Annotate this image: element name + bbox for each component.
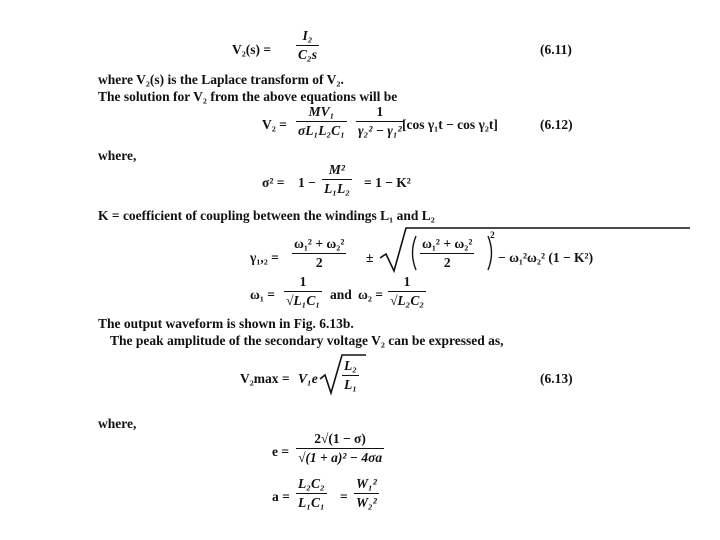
eq-sigma-numerator: M² (328, 162, 345, 177)
eq-6-13-numerator: L₂ (344, 358, 357, 373)
eq-a-f2-numerator: W₁² (356, 476, 377, 491)
eq-omega1-denominator: √L₁C₁ (286, 293, 321, 308)
eq-omega2-fraction (388, 274, 426, 309)
eq-gamma-tail: − ω₁²ω₂² (1 − K²) (498, 250, 594, 265)
eq-sigma-post: = 1 − K² (364, 175, 411, 190)
text-output-waveform: The output waveform is shown in Fig. 6.13b. (98, 316, 354, 331)
eq-6-12-f2-denominator: γ₂² − γ₁² (358, 123, 402, 138)
eq-gamma-plus-minus: ± (366, 250, 374, 265)
eq-e-fraction (296, 431, 384, 466)
eq-6-11-lhs: V₂(s) = (232, 42, 272, 57)
eq-gamma-inner-numerator: ω₁² + ω₂² (422, 236, 473, 251)
eq-6-13-lhs: V₂max = (240, 371, 290, 386)
eq-number-6-12: (6.12) (540, 117, 573, 132)
eq-sigma-denominator: L₁L₂ (324, 181, 350, 196)
eq-gamma-fraction (292, 236, 346, 271)
eq-omega1-numerator: 1 (299, 274, 307, 289)
eq-omega1-fraction (284, 274, 322, 309)
eq-6-11-denominator: C₂s (298, 47, 317, 62)
eq-6-12-cosine-term: [cos γ₁t − cos γ₂t] (402, 117, 498, 132)
text-laplace-note: where V₂(s) is the Laplace transform of V₂. (98, 72, 344, 87)
eq-a-f1-denominator: L₁C₁ (298, 495, 325, 510)
eq-a-fraction-1 (296, 476, 327, 511)
eq-gamma-numerator: ω₁² + ω₂² (294, 236, 345, 251)
eq-e-denominator: √(1 + a)² − 4σa (298, 450, 383, 465)
eq-gamma-inner-fraction (420, 236, 474, 271)
eq-a-f1-numerator: L₂C₂ (298, 476, 325, 491)
eq-a-f2-denominator: W₂² (356, 495, 377, 510)
eq-a-lhs: a = (272, 489, 290, 504)
eq-omega2-lhs: ω₂ = (358, 287, 383, 302)
eq-6-12-f1-numerator: MV₁ (308, 104, 335, 119)
eq-6-12-fraction-2 (356, 104, 404, 139)
eq-6-11-numerator: I₂ (302, 28, 313, 43)
eq-6-13-denominator: L₁ (344, 377, 357, 392)
text-where-1: where, (98, 148, 137, 163)
eq-6-13-fraction (342, 358, 359, 393)
eq-gamma-lhs: γ₁,₂ = (250, 250, 279, 265)
eq-number-6-11: (6.11) (540, 42, 572, 57)
text-solution-intro: The solution for V₂ from the above equations will be (98, 89, 398, 104)
eq-a-equals: = (340, 489, 348, 504)
eq-6-11-fraction (296, 28, 319, 63)
eq-sigma-lhs: σ² = (262, 175, 285, 190)
text-peak-amplitude: The peak amplitude of the secondary voltage V₂ can be expressed as, (110, 333, 504, 348)
eq-6-13-mid: V₁e (298, 371, 318, 386)
eq-gamma-exponent: 2 (490, 231, 495, 241)
eq-e-lhs: e = (272, 444, 290, 459)
eq-omega1-lhs: ω₁ = (250, 287, 275, 302)
text-k-definition: K = coefficient of coupling between the windings L₁ and L₂ (98, 208, 435, 223)
text-where-2: where, (98, 416, 137, 431)
eq-gamma-denominator: 2 (292, 253, 346, 271)
eq-6-12-fraction-1 (296, 104, 347, 139)
eq-6-12-lhs: V₂ = (262, 117, 287, 132)
eq-omega2-numerator: 1 (403, 274, 411, 289)
eq-a-fraction-2 (354, 476, 379, 511)
eq-omega-and: and (330, 287, 352, 302)
eq-number-6-13: (6.13) (540, 371, 573, 386)
eq-e-numerator: 2√(1 − σ) (314, 431, 366, 446)
eq-omega2-denominator: √L₂C₂ (390, 293, 425, 308)
eq-6-12-f2-numerator: 1 (376, 104, 384, 119)
eq-6-12-f1-denominator: σL₁L₂C₁ (298, 123, 345, 138)
eq-gamma-inner-denominator: 2 (420, 253, 474, 271)
eq-sigma-fraction (322, 162, 352, 197)
eq-sigma-pre: 1 − (298, 175, 316, 190)
